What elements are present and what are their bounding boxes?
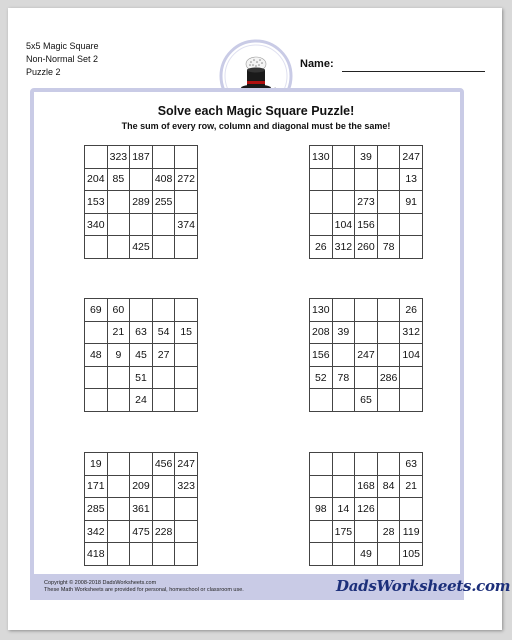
- given-cell: 21: [400, 475, 423, 498]
- given-cell: 51: [130, 366, 153, 389]
- given-cell: 78: [377, 236, 400, 259]
- given-cell: 104: [400, 344, 423, 367]
- blank-cell[interactable]: [332, 475, 355, 498]
- blank-cell[interactable]: [355, 321, 378, 344]
- blank-cell[interactable]: [130, 543, 153, 566]
- name-label: Name:: [300, 58, 334, 70]
- blank-cell[interactable]: [400, 213, 423, 236]
- blank-cell[interactable]: [400, 366, 423, 389]
- given-cell: 27: [152, 344, 175, 367]
- grid-row: [310, 213, 423, 236]
- worksheet-puzzle-number: Puzzle 2: [26, 67, 61, 77]
- given-cell: 48: [85, 344, 108, 367]
- blank-cell[interactable]: [355, 366, 378, 389]
- given-cell: 69: [85, 299, 108, 322]
- grid-row: [85, 498, 198, 521]
- given-cell: 323: [107, 146, 130, 169]
- blank-cell[interactable]: [130, 213, 153, 236]
- grid-row: [85, 321, 198, 344]
- grid-row: [85, 453, 198, 476]
- blank-cell[interactable]: [107, 389, 130, 412]
- blank-cell[interactable]: [377, 299, 400, 322]
- given-cell: 175: [332, 520, 355, 543]
- blank-cell[interactable]: [332, 344, 355, 367]
- blank-cell[interactable]: [332, 191, 355, 214]
- blank-cell[interactable]: [107, 543, 130, 566]
- instructions-title: Solve each Magic Square Puzzle!: [157, 104, 355, 118]
- grid-row: [310, 344, 423, 367]
- given-cell: 187: [130, 146, 153, 169]
- blank-cell[interactable]: [310, 543, 333, 566]
- given-cell: 19: [85, 453, 108, 476]
- given-cell: 456: [152, 453, 175, 476]
- given-cell: 105: [400, 543, 423, 566]
- blank-cell[interactable]: [107, 453, 130, 476]
- magic-square-5: [84, 452, 198, 566]
- blank-cell[interactable]: [152, 475, 175, 498]
- blank-cell[interactable]: [175, 344, 198, 367]
- blank-cell[interactable]: [310, 191, 333, 214]
- blank-cell[interactable]: [175, 498, 198, 521]
- given-cell: 374: [175, 213, 198, 236]
- blank-cell[interactable]: [377, 191, 400, 214]
- given-cell: 156: [355, 213, 378, 236]
- name-field[interactable]: [342, 71, 485, 72]
- given-cell: 85: [107, 168, 130, 191]
- blank-cell[interactable]: [152, 498, 175, 521]
- blank-cell[interactable]: [310, 213, 333, 236]
- blank-cell[interactable]: [107, 366, 130, 389]
- blank-cell[interactable]: [377, 498, 400, 521]
- blank-cell[interactable]: [107, 475, 130, 498]
- blank-cell[interactable]: [400, 389, 423, 412]
- copyright-text: [44, 580, 244, 594]
- grid-row: [310, 366, 423, 389]
- blank-cell[interactable]: [85, 389, 108, 412]
- grid-row: [85, 191, 198, 214]
- grid-row: [85, 389, 198, 412]
- given-cell: 228: [152, 520, 175, 543]
- blank-cell[interactable]: [310, 453, 333, 476]
- blank-cell[interactable]: [175, 299, 198, 322]
- blank-cell[interactable]: [152, 543, 175, 566]
- worksheet-title: 5x5 Magic Square: [26, 41, 99, 51]
- grid-row: [85, 520, 198, 543]
- blank-cell[interactable]: [152, 366, 175, 389]
- blank-cell[interactable]: [85, 366, 108, 389]
- blank-cell[interactable]: [175, 146, 198, 169]
- given-cell: 14: [332, 498, 355, 521]
- blank-cell[interactable]: [310, 475, 333, 498]
- given-cell: 54: [152, 321, 175, 344]
- blank-cell[interactable]: [175, 389, 198, 412]
- given-cell: 289: [130, 191, 153, 214]
- grid-row: [310, 498, 423, 521]
- grid-row: [85, 543, 198, 566]
- given-cell: 285: [85, 498, 108, 521]
- blank-cell[interactable]: [130, 299, 153, 322]
- grid-row: [310, 520, 423, 543]
- given-cell: 52: [310, 366, 333, 389]
- given-cell: 323: [175, 475, 198, 498]
- given-cell: 28: [377, 520, 400, 543]
- given-cell: 286: [377, 366, 400, 389]
- blank-cell[interactable]: [85, 236, 108, 259]
- blank-cell[interactable]: [107, 191, 130, 214]
- magic-square-6: [309, 452, 423, 566]
- grid-row: [310, 168, 423, 191]
- given-cell: 104: [332, 213, 355, 236]
- given-cell: 408: [152, 168, 175, 191]
- given-cell: 60: [107, 299, 130, 322]
- magic-square-1: [84, 145, 198, 259]
- grid-row: [85, 299, 198, 322]
- given-cell: 168: [355, 475, 378, 498]
- grid-row: [310, 475, 423, 498]
- blank-cell[interactable]: [332, 453, 355, 476]
- blank-cell[interactable]: [377, 344, 400, 367]
- grid-row: [85, 213, 198, 236]
- blank-cell[interactable]: [355, 520, 378, 543]
- given-cell: 63: [400, 453, 423, 476]
- grid-row: [85, 236, 198, 259]
- dadsworksheets-logo: DadsWorksheets.com: [336, 577, 511, 595]
- given-cell: 13: [400, 168, 423, 191]
- worksheet-meta: [26, 40, 99, 79]
- blank-cell[interactable]: [355, 299, 378, 322]
- blank-cell[interactable]: [152, 299, 175, 322]
- blank-cell[interactable]: [377, 213, 400, 236]
- grid-row: [310, 236, 423, 259]
- blank-cell[interactable]: [175, 543, 198, 566]
- magic-square-3: [84, 298, 198, 412]
- given-cell: 260: [355, 236, 378, 259]
- given-cell: 156: [310, 344, 333, 367]
- given-cell: 78: [332, 366, 355, 389]
- blank-cell[interactable]: [310, 168, 333, 191]
- given-cell: 153: [85, 191, 108, 214]
- grid-row: [310, 453, 423, 476]
- grid-row: [85, 344, 198, 367]
- blank-cell[interactable]: [377, 543, 400, 566]
- magic-square-4: [309, 298, 423, 412]
- grid-row: [310, 146, 423, 169]
- copyright-line: Copyright © 2008-2018 DadsWorksheets.com: [44, 580, 157, 586]
- given-cell: 247: [175, 453, 198, 476]
- given-cell: 126: [355, 498, 378, 521]
- given-cell: 91: [400, 191, 423, 214]
- given-cell: 247: [355, 344, 378, 367]
- given-cell: 130: [310, 299, 333, 322]
- given-cell: 39: [332, 321, 355, 344]
- given-cell: 24: [130, 389, 153, 412]
- given-cell: 340: [85, 213, 108, 236]
- grid-row: [310, 321, 423, 344]
- given-cell: 273: [355, 191, 378, 214]
- given-cell: 425: [130, 236, 153, 259]
- given-cell: 342: [85, 520, 108, 543]
- given-cell: 209: [130, 475, 153, 498]
- blank-cell[interactable]: [130, 453, 153, 476]
- blank-cell[interactable]: [332, 146, 355, 169]
- given-cell: 15: [175, 321, 198, 344]
- given-cell: 204: [85, 168, 108, 191]
- given-cell: 9: [107, 344, 130, 367]
- given-cell: 361: [130, 498, 153, 521]
- given-cell: 247: [400, 146, 423, 169]
- given-cell: 26: [310, 236, 333, 259]
- blank-cell[interactable]: [400, 236, 423, 259]
- given-cell: 130: [310, 146, 333, 169]
- given-cell: 255: [152, 191, 175, 214]
- given-cell: 39: [355, 146, 378, 169]
- grid-row: [85, 168, 198, 191]
- blank-cell[interactable]: [400, 498, 423, 521]
- blank-cell[interactable]: [130, 168, 153, 191]
- blank-cell[interactable]: [175, 236, 198, 259]
- given-cell: 171: [85, 475, 108, 498]
- blank-cell[interactable]: [107, 236, 130, 259]
- given-cell: 84: [377, 475, 400, 498]
- blank-cell[interactable]: [377, 321, 400, 344]
- grid-row: [310, 299, 423, 322]
- grid-row: [310, 191, 423, 214]
- grid-row: [310, 389, 423, 412]
- usage-notice: These Math Worksheets are provided for personal, homeschool or classroom use.: [44, 587, 244, 593]
- blank-cell[interactable]: [377, 453, 400, 476]
- grid-row: [85, 146, 198, 169]
- blank-cell[interactable]: [355, 168, 378, 191]
- grid-row: [85, 475, 198, 498]
- given-cell: 312: [400, 321, 423, 344]
- blank-cell[interactable]: [152, 236, 175, 259]
- worksheet-set: Non-Normal Set 2: [26, 54, 99, 64]
- given-cell: 21: [107, 321, 130, 344]
- blank-cell[interactable]: [85, 146, 108, 169]
- given-cell: 418: [85, 543, 108, 566]
- blank-cell[interactable]: [107, 213, 130, 236]
- magic-square-2: [309, 145, 423, 259]
- blank-cell[interactable]: [377, 389, 400, 412]
- blank-cell[interactable]: [377, 168, 400, 191]
- given-cell: 49: [355, 543, 378, 566]
- grid-row: [85, 366, 198, 389]
- blank-cell[interactable]: [152, 213, 175, 236]
- given-cell: 65: [355, 389, 378, 412]
- blank-cell[interactable]: [107, 520, 130, 543]
- given-cell: 98: [310, 498, 333, 521]
- blank-cell[interactable]: [332, 299, 355, 322]
- given-cell: 208: [310, 321, 333, 344]
- blank-cell[interactable]: [107, 498, 130, 521]
- blank-cell[interactable]: [332, 168, 355, 191]
- blank-cell[interactable]: [355, 453, 378, 476]
- blank-cell[interactable]: [175, 520, 198, 543]
- given-cell: 26: [400, 299, 423, 322]
- given-cell: 63: [130, 321, 153, 344]
- given-cell: 475: [130, 520, 153, 543]
- blank-cell[interactable]: [310, 389, 333, 412]
- grid-row: [310, 543, 423, 566]
- blank-cell[interactable]: [332, 543, 355, 566]
- blank-cell[interactable]: [377, 146, 400, 169]
- blank-cell[interactable]: [152, 146, 175, 169]
- given-cell: 312: [332, 236, 355, 259]
- blank-cell[interactable]: [152, 389, 175, 412]
- instructions-subtitle: The sum of every row, column and diagonal must be the same!: [121, 121, 391, 131]
- given-cell: 45: [130, 344, 153, 367]
- given-cell: 272: [175, 168, 198, 191]
- blank-cell[interactable]: [332, 389, 355, 412]
- blank-cell[interactable]: [85, 321, 108, 344]
- blank-cell[interactable]: [175, 191, 198, 214]
- blank-cell[interactable]: [175, 366, 198, 389]
- given-cell: 119: [400, 520, 423, 543]
- blank-cell[interactable]: [310, 520, 333, 543]
